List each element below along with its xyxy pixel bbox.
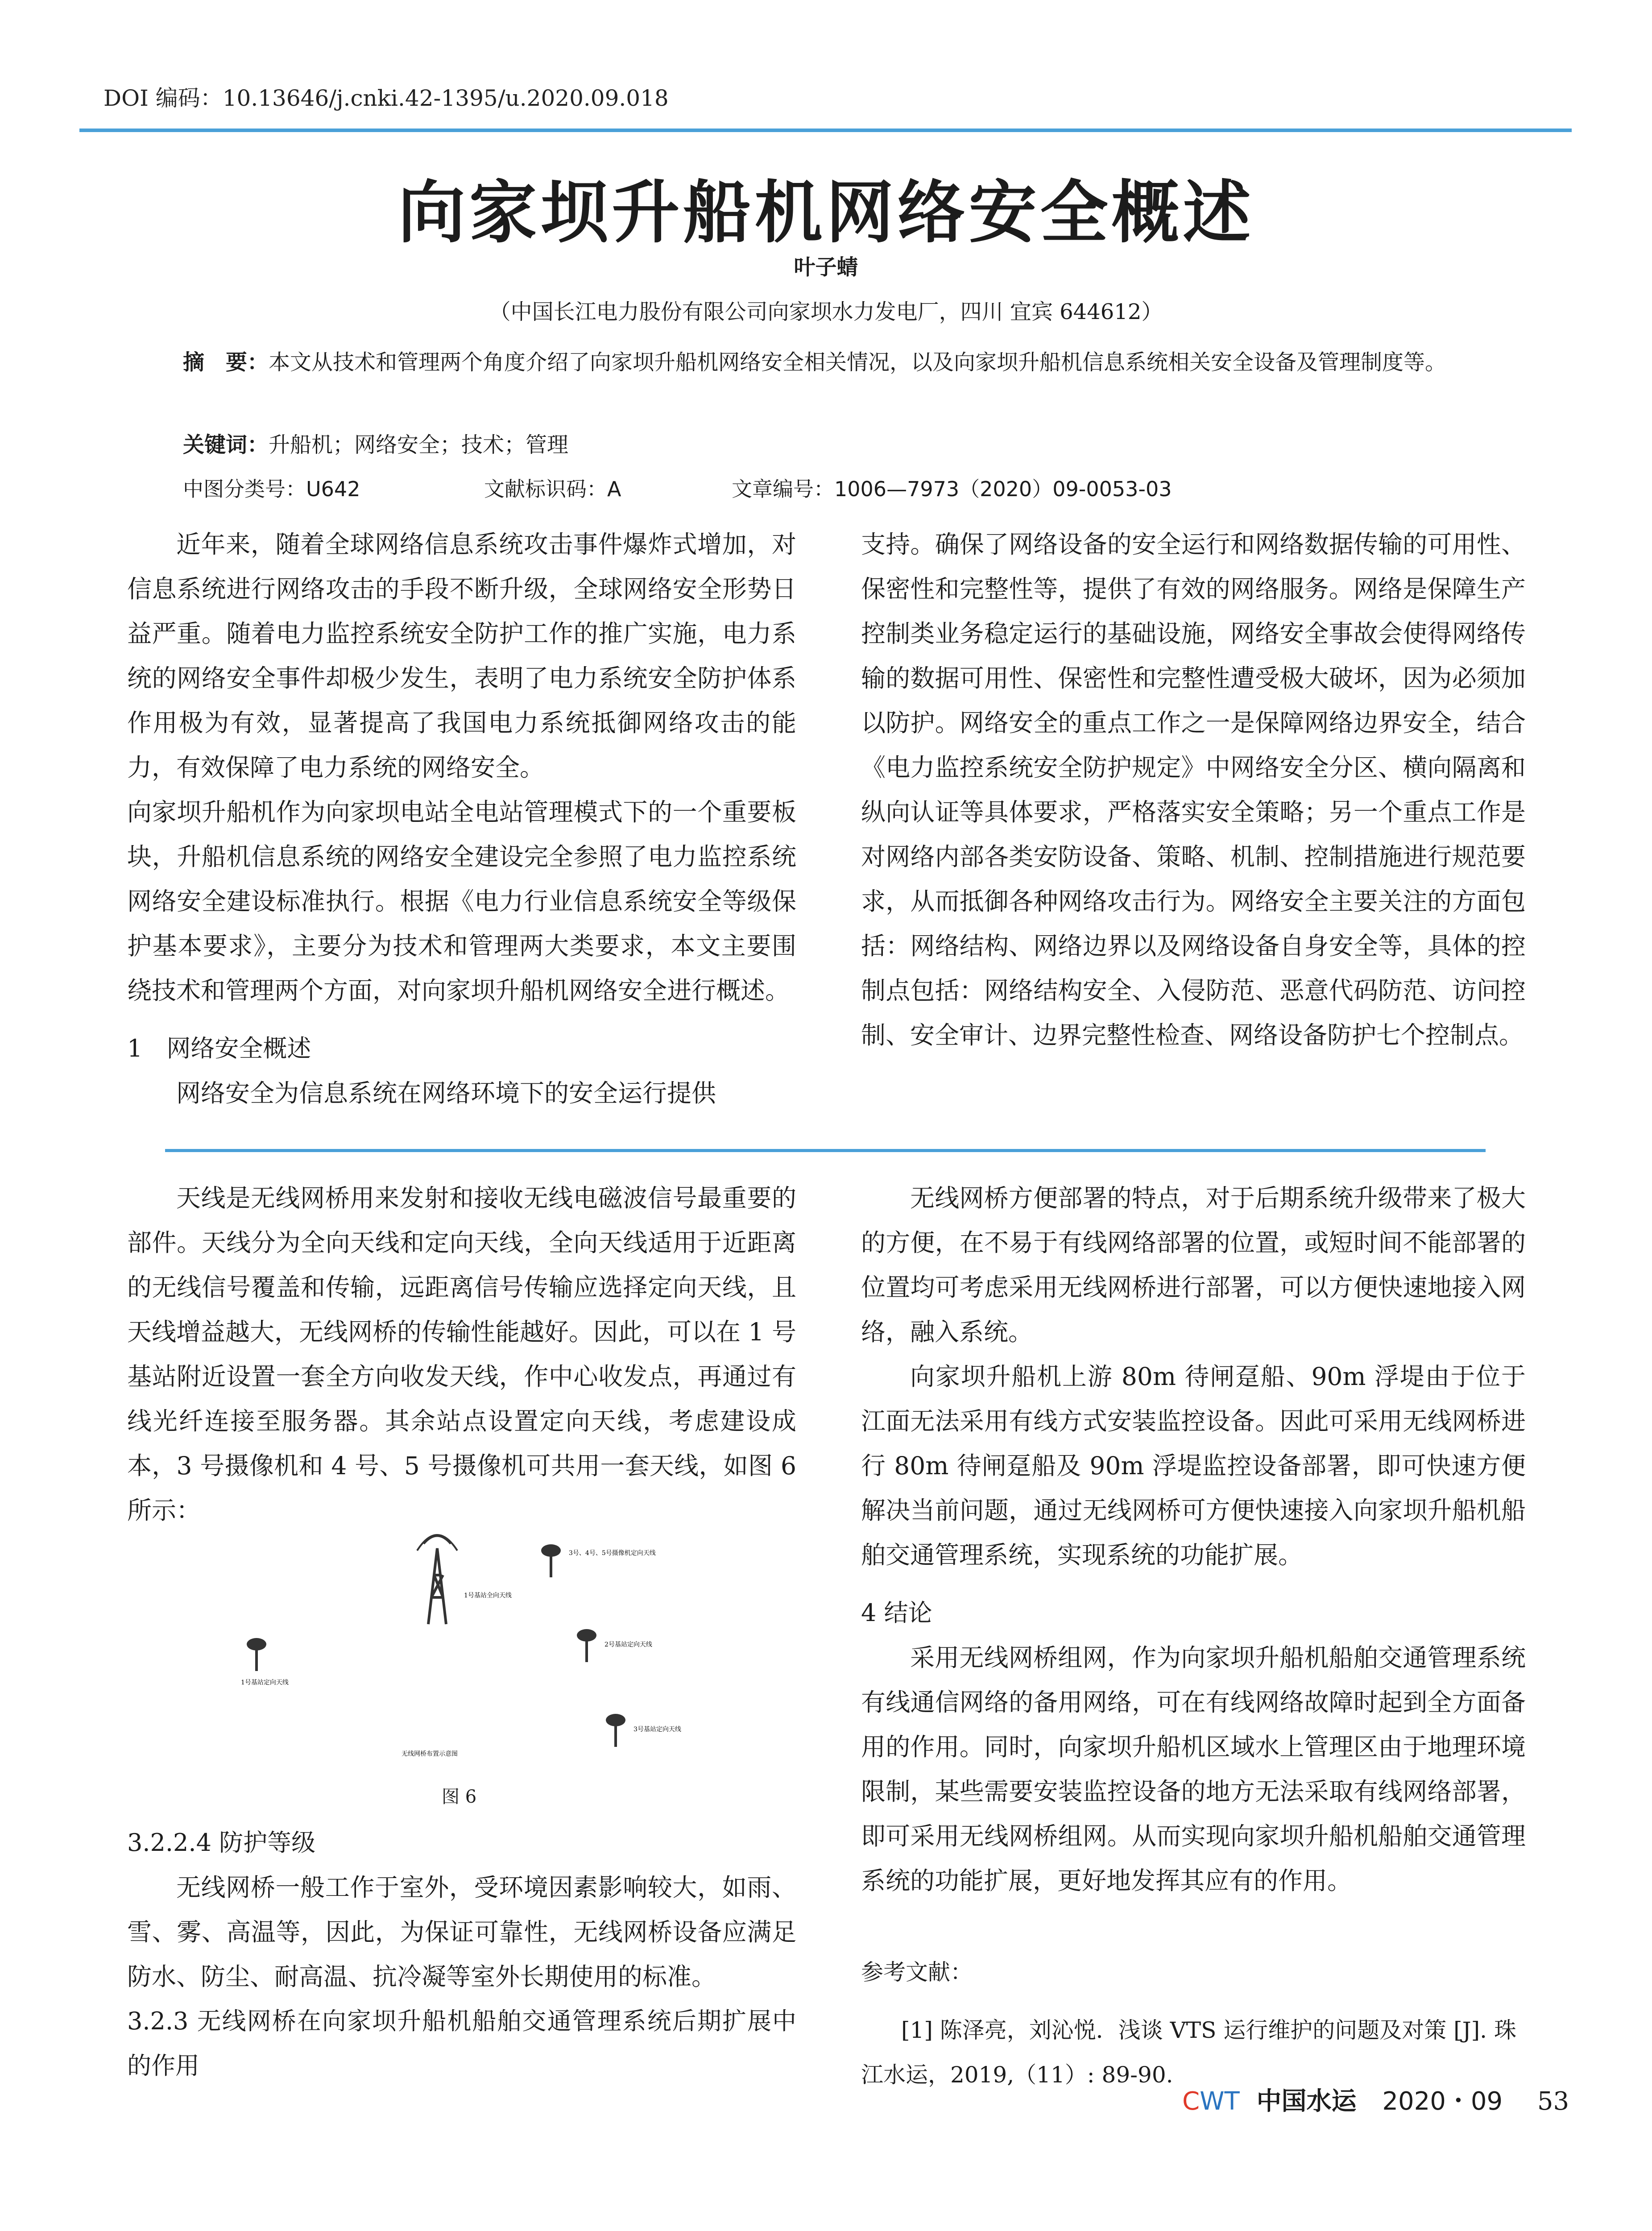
clc-number: 中图分类号：U642 xyxy=(183,477,360,501)
figure-6-diagram xyxy=(214,1530,705,1767)
paragraph: 网络安全为信息系统在网络环境下的安全运行提供 xyxy=(176,1079,716,1107)
paragraph: 天线是无线网桥用来发射和接收无线电磁波信号最重要的部件。天线分为全向天线和定向天线，全向天线适用于近距离的无线信号覆盖和传输，远距离信号传输应选择定向天线，且天线增益越大，无线网桥的传输性能越好。因此，可以在 1 号基站附近设置一套全方向收发天线，作中心收发点，再通过有线光纤连接至服务器。其余站点设置定向天线，考虑建设成本，3 号摄像机和 4 号、5 号摄像机可共用一套天线，如图 6 所示： xyxy=(127,1184,796,1525)
paragraph: 采用无线网桥组网，作为向家坝升船机船舶交通管理系统有线通信网络的备用网络，可在有线网络故障时起到全方面备用的作用。同时，向家坝升船机区域水上管理区由于地理环境限制，某些需要安装监控设备的地方无法采取有线网络部署，即可采用无线网桥组网。从而实现向家坝升船机船舶交通管理系统的功能扩展，更好地发挥其应有的作用。 xyxy=(861,1643,1526,1895)
cwt-logo-c: C xyxy=(1182,2087,1200,2116)
keywords xyxy=(183,426,1499,464)
references-title: 参考文献： xyxy=(861,1959,973,1985)
figure-caption: 图 6 xyxy=(442,1787,477,1807)
abstract-label: 摘 要： xyxy=(183,350,269,375)
fig-label-left: 1号基站定向天线 xyxy=(241,1679,289,1686)
paper-title: 向家坝升船机网络安全概述 xyxy=(397,172,1255,252)
author: 叶子蜻 xyxy=(794,255,858,280)
fig-label-top-right: 3号、4号、5号摄像机定向天线 xyxy=(569,1550,656,1557)
left-column-bottom xyxy=(127,1176,796,1533)
fig-label-bottom-right: 3号基站定向天线 xyxy=(633,1726,681,1733)
paragraph: 近年来，随着全球网络信息系统攻击事件爆炸式增加，对信息系统进行网络攻击的手段不断升级，全球网络安全形势日益严重。随着电力监控系统安全防护工作的推广实施，电力系统的网络安全事件却极少发生，表明了电力系统安全防护体系作用极为有效，显著提高了我国电力系统抵御网络攻击的能力，有效保障了电力系统的网络安全。 xyxy=(127,530,796,782)
section-heading: 4 结论 xyxy=(861,1599,932,1627)
section-heading: 1 网络安全概述 xyxy=(127,1034,311,1062)
keywords-text: 升船机；网络安全；技术；管理 xyxy=(269,432,569,457)
right-column-bottom xyxy=(861,1176,1526,1903)
abstract-text: 本文从技术和管理两个角度介绍了向家坝升船机网络安全相关情况，以及向家坝升船机信息系统相关安全设备及管理制度等。 xyxy=(269,350,1447,375)
document-code: 文献标识码：A xyxy=(484,477,621,501)
page-number: 53 xyxy=(1537,2087,1569,2116)
paragraph: 向家坝升船机上游 80m 待闸趸船、90m 浮堤由于位于江面无法采用有线方式安装监控设备。因此可采用无线网桥进行 80m 待闸趸船及 90m 浮堤监控设备部署，即可快速方便解决当前问题，通过无线网桥可方便快速接入向家坝升船机船舶交通管理系统，实现系统的功能扩展。 xyxy=(861,1362,1526,1569)
cwt-logo-wt: WT xyxy=(1200,2087,1240,2116)
journal-name: 中国水运 xyxy=(1256,2086,1357,2116)
section-divider xyxy=(165,1149,1486,1152)
paragraph: 向家坝升船机作为向家坝电站全电站管理模式下的一个重要板块，升船机信息系统的网络安全建设完全参照了电力监控系统网络安全建设标准执行。根据《电力行业信息系统安全等级保护基本要求》，主要分为技术和管理两大类要求，本文主要围绕技术和管理两个方面，对向家坝升船机网络安全进行概述。 xyxy=(127,798,796,1005)
fig-label-bottom: 无线网桥布置示意图 xyxy=(402,1750,458,1758)
section-heading: 3.2.3 无线网桥在向家坝升船机船舶交通管理系统后期扩展中的作用 xyxy=(127,2007,796,2080)
paragraph: 无线网桥一般工作于室外，受环境因素影响较大，如雨、雪、雾、高温等，因此，为保证可靠性，无线网桥设备应满足防水、防尘、耐高温、抗冷凝等室外长期使用的标准。 xyxy=(127,1873,796,1991)
reference-item: [1] 陈泽亮，刘沁悦．浅谈 VTS 运行维护的问题及对策 [J]. 珠江水运，2019,（11）: 89-90. xyxy=(861,2017,1516,2088)
omni-tower-icon xyxy=(417,1535,457,1624)
paragraph: 支持。确保了网络设备的安全运行和网络数据传输的可用性、保密性和完整性等，提供了有效的网络服务。网络是保障生产控制类业务稳定运行的基础设施，网络安全事故会使得网络传输的数据可用性、保密性和完整性遭受极大破坏，因为必须加以防护。网络安全的重点工作之一是保障网络边界安全，结合《电力监控系统安全防护规定》中网络安全分区、横向隔离和纵向认证等具体要求，严格落实安全策略；另一个重点工作是对网络内部各类安防设备、策略、机制、控制措施进行规范要求，从而抵御各种网络攻击行为。网络安全主要关注的方面包括：网络结构、网络边界以及网络设备自身安全等，具体的控制点包括：网络结构安全、入侵防范、恶意代码防范、访问控制、安全审计、边界完整性检查、网络设备防护七个控制点。 xyxy=(861,530,1526,1049)
issue: 2020・09 xyxy=(1382,2087,1503,2116)
right-column-top xyxy=(861,522,1526,1057)
doi-code: DOI 编码：10.13646/j.cnki.42-1395/u.2020.09.018 xyxy=(104,85,669,111)
section-heading: 3.2.2.4 防护等级 xyxy=(127,1829,316,1857)
fig-label-tower: 1号基站全向天线 xyxy=(464,1592,512,1599)
left-column-top xyxy=(127,522,796,1116)
journal-footer xyxy=(1182,2082,1569,2117)
left-column-bottom-2 xyxy=(127,1820,796,2088)
keywords-label: 关键词： xyxy=(183,432,269,457)
references xyxy=(861,1950,1526,2097)
abstract xyxy=(183,344,1499,381)
fig-label-mid-right: 2号基站定向天线 xyxy=(604,1641,652,1648)
paragraph: 无线网桥方便部署的特点，对于后期系统升级带来了极大的方便，在不易于有线网络部署的位置，或短时间不能部署的位置均可考虑采用无线网桥进行部署，可以方便快速地接入网络，融入系统。 xyxy=(861,1184,1526,1346)
affiliation: （中国长江电力股份有限公司向家坝水力发电厂，四川 宜宾 644612） xyxy=(489,299,1163,324)
article-number: 文章编号：1006—7973（2020）09-0053-03 xyxy=(732,477,1172,501)
header-divider xyxy=(79,129,1572,132)
